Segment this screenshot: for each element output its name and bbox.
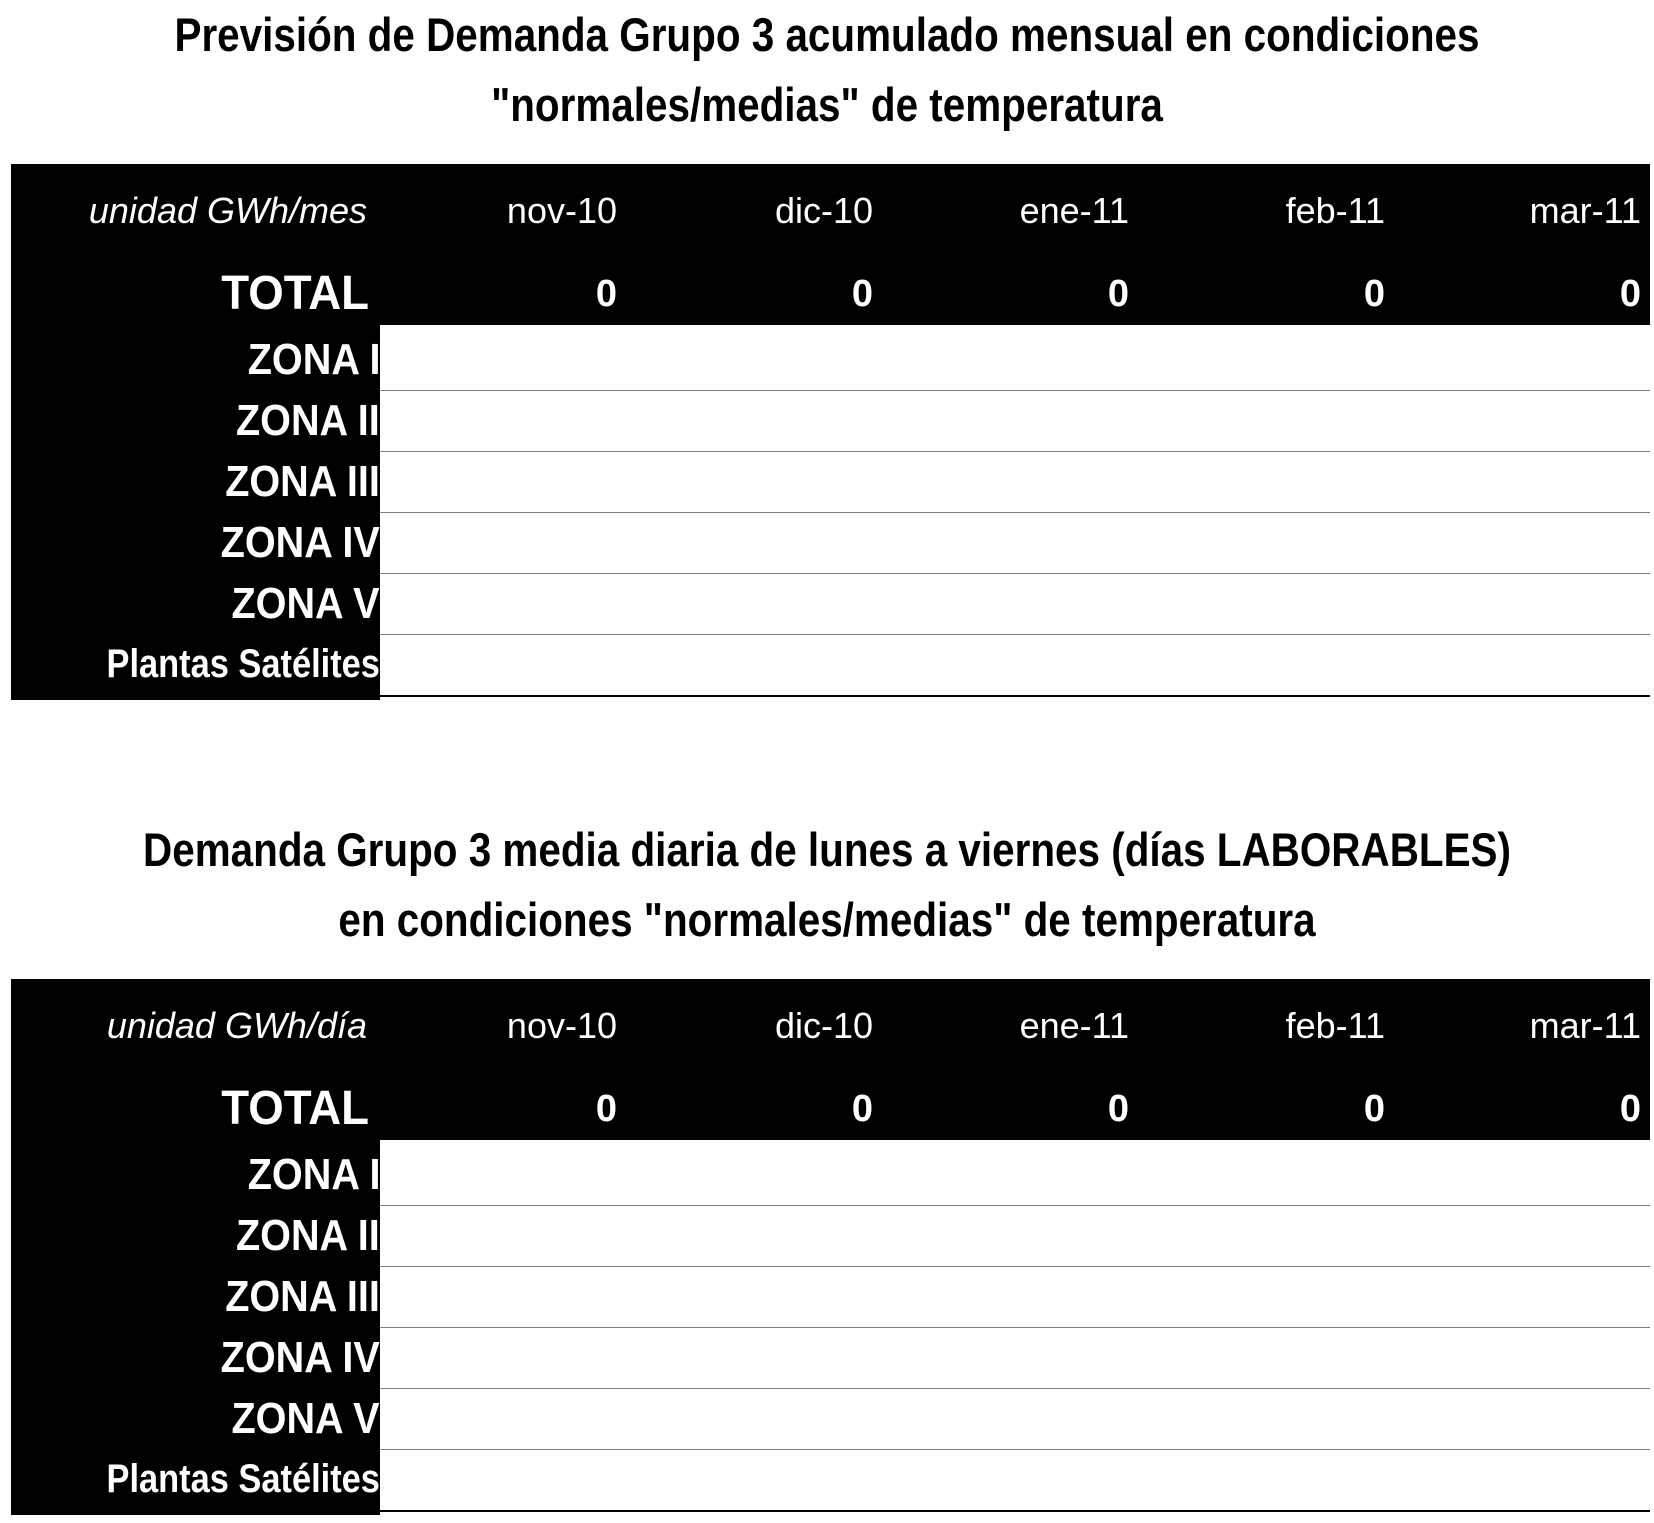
unit-label: unidad GWh/mes <box>88 190 367 231</box>
month-header-ene: ene-11 <box>1019 190 1129 231</box>
row-cells[interactable] <box>380 451 1650 513</box>
month-header-dic: dic-10 <box>774 190 873 231</box>
month-header-mar: mar-11 <box>1529 190 1641 231</box>
total-value-mar: 0 <box>1619 273 1641 315</box>
row-label: ZONA V <box>231 1394 380 1443</box>
total-value-nov: 0 <box>595 1088 617 1130</box>
row-label: ZONA I <box>247 1150 380 1199</box>
table-row-zona-i <box>11 1144 1650 1205</box>
row-cells[interactable] <box>380 1205 1650 1267</box>
month-header-nov: nov-10 <box>506 1005 617 1046</box>
table-row-zona-iii <box>11 1266 1650 1327</box>
table-row-zona-v <box>11 573 1650 634</box>
total-value-mar: 0 <box>1619 1088 1641 1130</box>
monthly-demand-table <box>11 164 1650 700</box>
row-label: Plantas Satélites <box>106 642 380 686</box>
row-label: ZONA II <box>236 1211 380 1260</box>
month-header-feb: feb-11 <box>1285 190 1385 231</box>
month-header-mar: mar-11 <box>1529 1005 1641 1046</box>
row-label: ZONA III <box>225 457 380 506</box>
row-label: ZONA III <box>225 1272 380 1321</box>
table-row-zona-i <box>11 329 1650 390</box>
total-value-nov: 0 <box>595 273 617 315</box>
row-cells[interactable] <box>380 1327 1650 1389</box>
row-label: ZONA II <box>236 396 380 445</box>
row-label: ZONA V <box>231 579 380 628</box>
month-header-nov: nov-10 <box>506 190 617 231</box>
monthly-title-line-2: "normales/medias" de temperatura <box>491 78 1163 131</box>
row-cells[interactable] <box>380 573 1650 635</box>
month-header-ene: ene-11 <box>1019 1005 1129 1046</box>
month-header-feb: feb-11 <box>1285 1005 1385 1046</box>
row-cells[interactable] <box>380 390 1650 452</box>
table-row-zona-ii <box>11 390 1650 451</box>
total-value-dic: 0 <box>851 1088 873 1130</box>
monthly-demand-title <box>116 0 1538 140</box>
total-label: TOTAL <box>221 1082 369 1135</box>
total-value-ene: 0 <box>1107 1088 1129 1130</box>
row-cells[interactable] <box>380 1144 1650 1206</box>
daily-demand-table <box>11 979 1650 1515</box>
table-row-zona-iv <box>11 512 1650 573</box>
table-row-zona-ii <box>11 1205 1650 1266</box>
table-row-plantas-satelites <box>11 634 1650 695</box>
row-label: ZONA IV <box>220 518 380 567</box>
row-cells[interactable] <box>380 512 1650 574</box>
row-cells[interactable] <box>380 329 1650 391</box>
total-value-feb: 0 <box>1363 1088 1385 1130</box>
total-value-feb: 0 <box>1363 273 1385 315</box>
row-cells[interactable] <box>380 634 1650 697</box>
month-header-dic: dic-10 <box>774 1005 873 1046</box>
total-label: TOTAL <box>221 267 369 320</box>
table-row-zona-iii <box>11 451 1650 512</box>
daily-title-line-1: Demanda Grupo 3 media diaria de lunes a viernes (días LABORABLES) <box>143 823 1511 876</box>
row-cells[interactable] <box>380 1388 1650 1450</box>
monthly-title-line-1: Previsión de Demanda Grupo 3 acumulado mensual en condiciones <box>174 8 1480 61</box>
total-value-ene: 0 <box>1107 273 1129 315</box>
row-cells[interactable] <box>380 1449 1650 1512</box>
row-label: ZONA I <box>247 335 380 384</box>
daily-title-line-2: en condiciones "normales/medias" de temperatura <box>338 893 1316 946</box>
table-row-zona-iv <box>11 1327 1650 1388</box>
row-label: Plantas Satélites <box>106 1457 380 1501</box>
total-value-dic: 0 <box>851 273 873 315</box>
table-row-zona-v <box>11 1388 1650 1449</box>
row-cells[interactable] <box>380 1266 1650 1328</box>
unit-label: unidad GWh/día <box>106 1005 367 1046</box>
row-label: ZONA IV <box>220 1333 380 1382</box>
daily-demand-title <box>116 815 1538 955</box>
table-row-plantas-satelites <box>11 1449 1650 1510</box>
